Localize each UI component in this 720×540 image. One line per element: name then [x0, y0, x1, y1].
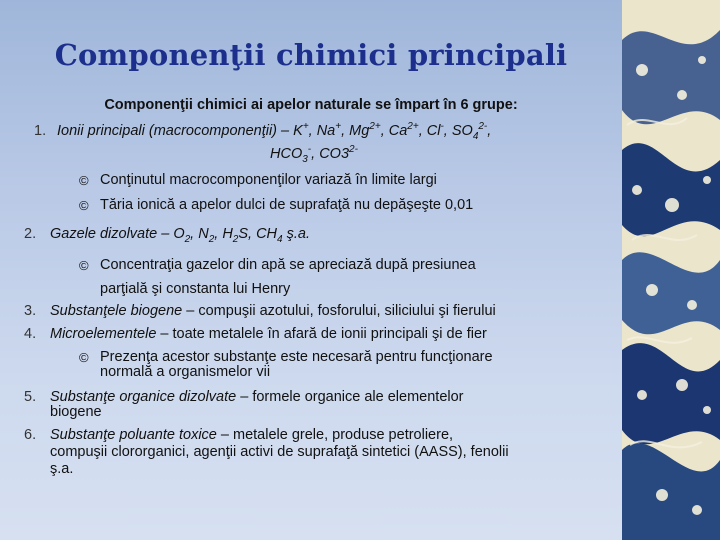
list-item-2: Gazele dizolvate – $O_2$, $N_2$, $H_2S$, $CH_4$ ş.a.: [50, 226, 310, 245]
item-number: 4.: [24, 326, 37, 342]
wave-artwork: [622, 0, 720, 540]
bullet-icon: ©: [79, 258, 89, 273]
list-item-5-line2: biogene: [50, 404, 102, 420]
list-item-5: Substanţe organice dizolvate – formele organice ale elementelor: [50, 389, 464, 405]
bullet-icon: ©: [79, 173, 89, 188]
item-label: Ionii principali (macrocomponenţii) – K+, Na+, $Mg^{2+}$, $Ca^{2+}$, Cl-, $SO_4^{2-}$,: [57, 121, 492, 142]
sub-point: Conţinutul macrocomponenţilor variază în limite largi: [100, 172, 437, 188]
list-item-4: Microelementele – toate metalele în afară de ionii principali şi de fier: [50, 326, 487, 342]
list-item-6-line3: ş.a.: [50, 461, 74, 477]
bullet-icon: ©: [79, 350, 89, 365]
intro-text: Componenţii chimici ai apelor naturale se împart în 6 grupe:: [104, 97, 518, 113]
item-label-line2: $HCO_3^-$, $CO3^{2-}$: [270, 144, 358, 165]
list-item-3: Substanţele biogene – compuşii azotului, fosforului, siliciului şi fierului: [50, 303, 496, 319]
sub-point-cont: parţială şi constanta lui Henry: [100, 281, 291, 297]
sub-point: Concentraţia gazelor din apă se apreciază după presiunea: [100, 257, 476, 273]
bullet-icon: ©: [79, 198, 89, 213]
sub-point: Prezenţa acestor substanţe este necesară pentru funcţionare: [100, 349, 493, 365]
item-number: 6.: [24, 427, 37, 443]
item-number: 3.: [24, 303, 37, 319]
sub-point: Tăria ionică a apelor dulci de suprafaţă nu depăşeşte 0,01: [100, 197, 474, 213]
item-number: 2.: [24, 226, 37, 242]
sub-point-cont: normală a organismelor vii: [100, 364, 271, 380]
page-title: Componenţii chimici principali: [54, 38, 568, 72]
list-item-6: Substanţe poluante toxice – metalele grele, produse petroliere,: [50, 427, 454, 443]
item-number: 5.: [24, 389, 37, 405]
list-item-6-line2: compuşii clororganici, agenţii activi de suprafaţă sintetici (AASS), fenolii: [50, 444, 509, 460]
item-number: 1.: [34, 123, 47, 139]
